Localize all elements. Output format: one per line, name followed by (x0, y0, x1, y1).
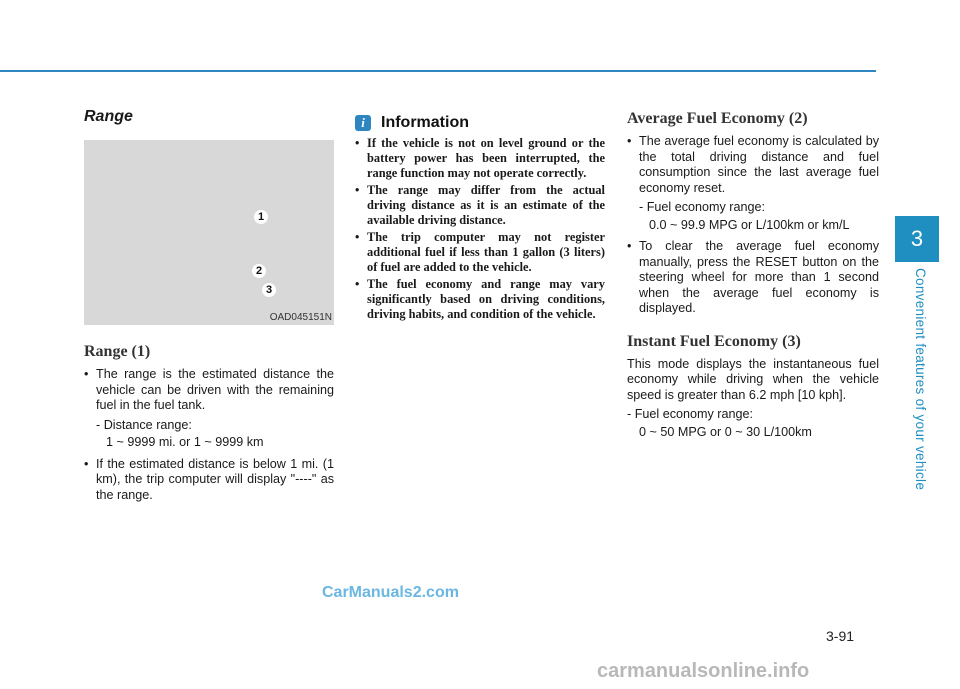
page-number: 3-91 (826, 628, 855, 644)
information-item: • The trip computer may not register additional fuel if less than 1 gallon (3 liters) of fuel are added to the vehicle. (355, 230, 605, 275)
avg-range-value: 0.0 ~ 99.9 MPG or L/100km or km/L (649, 217, 850, 232)
subheading-instant-fuel-economy: Instant Fuel Economy (3) (627, 332, 801, 350)
watermark-carmanuals2: CarManuals2.com (322, 584, 459, 601)
avg-bullet-2: • To clear the average fuel economy manually, press the RESET button on the steering wheel for more than 1 second when the average fuel economy is displayed. (627, 239, 879, 317)
figure-code: OAD045151N (269, 312, 332, 323)
range-bullet-2: • If the estimated distance is below 1 mi. (1 km), the trip computer will display "----" as the range. (84, 457, 334, 504)
avg-bullet-1: • The average fuel economy is calculated by the total driving distance and fuel consumption since the last average fuel economy reset. (627, 134, 879, 196)
information-item: • The fuel economy and range may vary significantly based on driving conditions, driving habits, and condition of the vehicle. (355, 277, 605, 322)
instant-range-value: 0 ~ 50 MPG or 0 ~ 30 L/100km (639, 424, 812, 439)
section-heading-range: Range (84, 108, 133, 125)
info-icon: i (355, 115, 371, 131)
distance-range-label: - Distance range: (96, 417, 192, 432)
watermark-carmanualsonline: carmanualsonline.info (597, 660, 810, 682)
callout-3: 3 (262, 283, 276, 297)
avg-range-label: - Fuel economy range: (639, 200, 765, 214)
information-title: Information (381, 114, 469, 131)
chapter-tab: 3 (895, 216, 939, 262)
range-bullet-1: • The range is the estimated distance the vehicle can be driven with the remaining fuel in the fuel tank. (84, 367, 334, 414)
information-item: • If the vehicle is not on level ground or the battery power has been interrupted, the range function may not operate correctly. (355, 136, 605, 181)
subheading-range-1: Range (1) (84, 343, 151, 360)
callout-1: 1 (254, 210, 268, 224)
chapter-label: Convenient features of your vehicle (913, 268, 928, 491)
top-rule (0, 70, 876, 72)
subheading-average-fuel-economy: Average Fuel Economy (2) (627, 110, 808, 127)
column-range (84, 108, 334, 505)
instant-range-label: - Fuel economy range: (627, 407, 753, 421)
instant-body: This mode displays the instantaneous fuel economy while driving when the vehicle speed is greater than 6.2 mph [10 kph]. (627, 356, 879, 402)
callout-2: 2 (252, 264, 266, 278)
information-header (355, 114, 605, 132)
column-fuel-economy (627, 108, 879, 442)
trip-computer-figure (84, 140, 334, 325)
column-information (355, 108, 605, 324)
distance-range-value: 1 ~ 9999 mi. or 1 ~ 9999 km (106, 435, 264, 449)
information-item: • The range may differ from the actual driving distance as it is an estimate of the available driving distance. (355, 183, 605, 228)
